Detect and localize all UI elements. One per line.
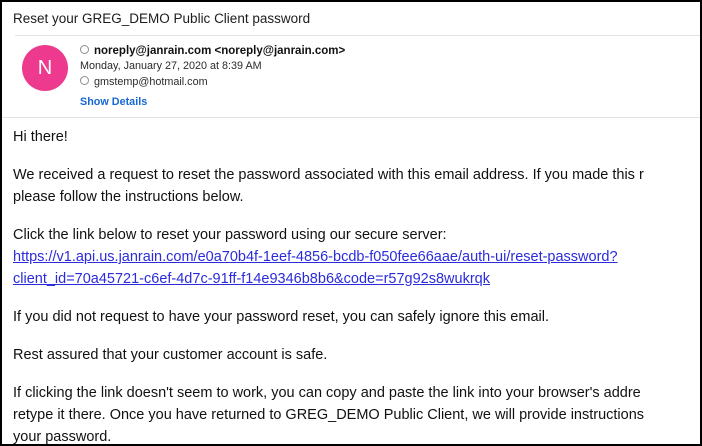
greeting-text: Hi there! <box>13 129 68 145</box>
email-subject: Reset your GREG_DEMO Public Client password <box>13 11 311 26</box>
copy-line-1: If clicking the link doesn't seem to work, you can copy and paste the link into your browser's addre <box>13 385 641 401</box>
header-meta <box>80 44 345 110</box>
show-details-link[interactable]: Show Details <box>80 96 148 108</box>
message-date: Monday, January 27, 2020 at 8:39 AM <box>80 60 262 72</box>
reset-link-line-1[interactable]: https://v1.api.us.janrain.com/e0a70b4f-1eef-4856-bcdb-f050fee66aae/auth-ui/reset-password? <box>13 249 618 265</box>
sender-avatar[interactable] <box>22 45 68 91</box>
sender-row <box>80 45 345 57</box>
contact-circle-icon <box>80 76 89 85</box>
request-paragraph <box>13 164 700 208</box>
reset-password-link[interactable] <box>13 246 700 290</box>
recipient-address[interactable]: gmstemp@hotmail.com <box>94 76 208 88</box>
copy-paste-paragraph <box>13 382 700 446</box>
reset-link-line-2[interactable]: client_id=70a45721-c6ef-4d7c-91ff-f14e9346b8b6&code=r57g92s8wukrqk <box>13 271 490 287</box>
request-line-2: please follow the instructions below. <box>13 189 244 205</box>
contact-circle-icon <box>80 45 89 54</box>
recipient-row <box>80 76 345 88</box>
click-link-paragraph <box>13 224 700 290</box>
copy-line-3: your password. <box>13 429 112 445</box>
sender-avatar-letter: N <box>37 56 53 79</box>
email-header <box>2 36 700 117</box>
click-instruction-text: Click the link below to reset your password using our secure server: <box>13 227 447 243</box>
email-body <box>2 118 700 446</box>
safe-text: Rest assured that your customer account is safe. <box>13 347 328 363</box>
copy-line-2: retype it there. Once you have returned to GREG_DEMO Public Client, we will provide instructions <box>13 407 645 423</box>
request-line-1: We received a request to reset the password associated with this email address. If you made this r <box>13 167 644 183</box>
ignore-text: If you did not request to have your password reset, you can safely ignore this email. <box>13 309 549 325</box>
sender-address[interactable]: noreply@janrain.com <noreply@janrain.com> <box>94 45 346 57</box>
